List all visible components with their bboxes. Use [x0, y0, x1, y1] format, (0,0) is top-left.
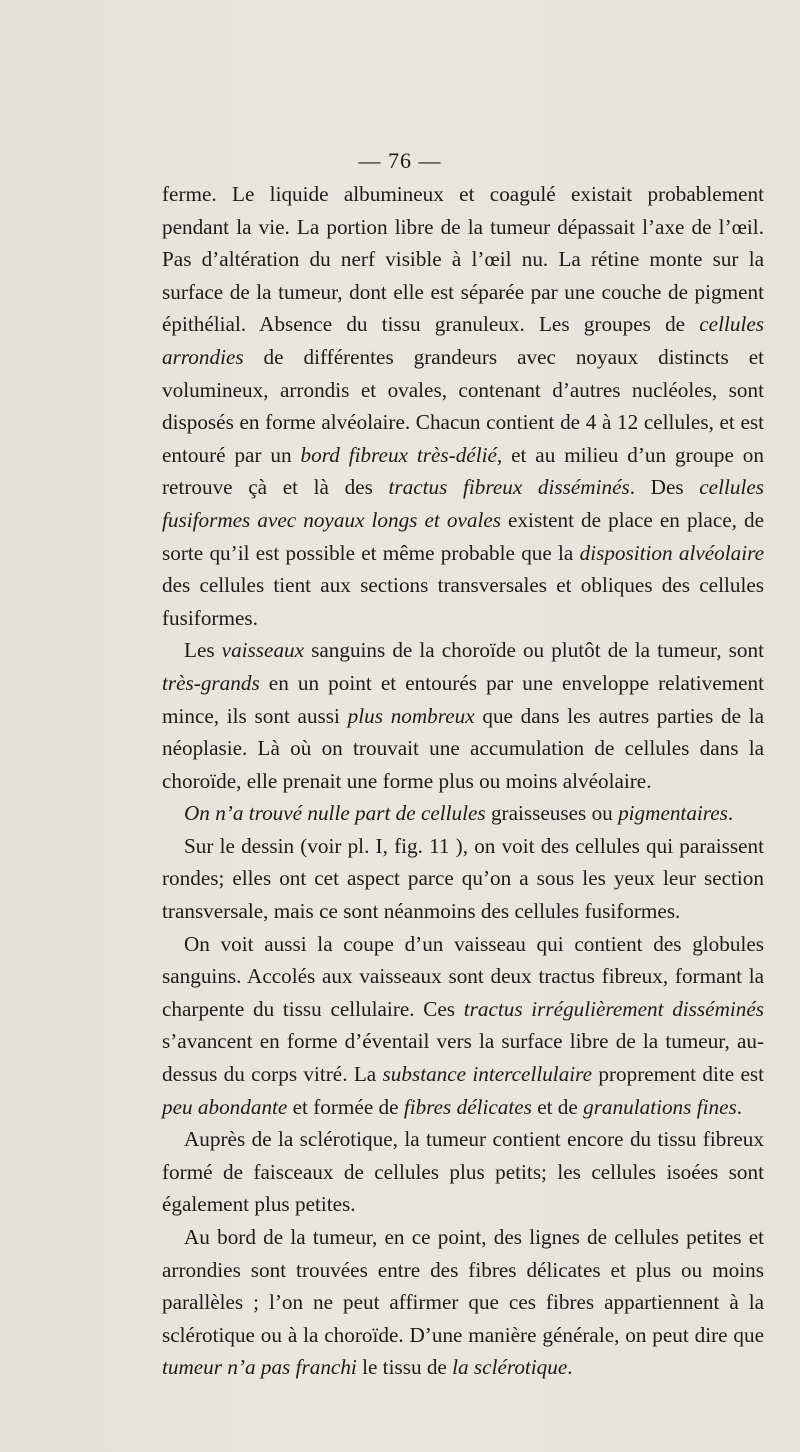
italic-text-run: cellules fusiformes avec noyaux longs et ovales: [162, 475, 764, 532]
italic-text-run: disposition alvéolaire: [579, 540, 764, 565]
italic-text-run: bord fibreux très-délié: [300, 442, 497, 467]
italic-text-run: cellules arrondies: [162, 312, 764, 369]
text-run: que dans les autres parties de la néoplasie. Là où on trouvait une accumulation de cellules dans la choroïde, elle prenait une forme plus ou moins alvéolaire.: [162, 703, 764, 793]
page-number: — 76 —: [358, 148, 442, 173]
text-run: proprement dite est: [592, 1062, 764, 1087]
italic-text-run: vaisseaux: [221, 638, 305, 663]
paragraph: [162, 1123, 764, 1221]
italic-text-run: pigmentaires: [618, 801, 728, 826]
text-run: sanguins de la choroïde ou plutôt de la tumeur, sont: [304, 638, 764, 663]
text-run: Au bord de la tumeur, en ce point, des lignes de cellules petites et arrondies sont trouvées entre des fibres délicates et plus ou moins parallèles ; l’on ne peut affirmer que ces fibres appartiennent à la sclérotique ou à la choroïde. D’une manière générale, on peut dire que: [162, 1225, 764, 1347]
paragraph: [162, 178, 764, 634]
italic-text-run: tractus fibreux disséminés: [388, 475, 630, 500]
italic-text-run: peu abondante: [162, 1094, 288, 1119]
italic-text-run: la sclérotique: [452, 1355, 568, 1380]
text-run: et de: [531, 1094, 584, 1119]
text-run: Les: [184, 638, 222, 663]
text-run: en un point et entourés par une enveloppe relativement mince, ils sont aussi: [162, 670, 764, 728]
text-run: , et au milieu d’un groupe on retrouve çà et là des: [162, 442, 764, 500]
body-text: [162, 178, 764, 1384]
paragraph: [162, 1221, 764, 1384]
italic-text-run: substance intercellulaire: [382, 1062, 593, 1087]
text-run: .: [736, 1094, 743, 1119]
paragraph: [162, 634, 764, 797]
text-run: graisseuses ou: [485, 801, 619, 826]
italic-text-run: tumeur n’a pas franchi: [162, 1355, 357, 1380]
italic-text-run: On n’a trouvé nulle part de cellules: [184, 801, 486, 826]
text-run: Sur le dessin (voir pl. I, fig. 11 ), on voit des cellules qui paraissent rondes; elles ont cet aspect parce qu’on a sous les yeux leur section transversale, mais ce sont néanmoins des cellules fusiformes.: [162, 833, 764, 924]
text-run: de différentes grandeurs avec noyaux distincts et volumineux, arrondis et ovales, contenant d’autres nucléoles, sont disposés en forme alvéolaire. Chacun contient de 4 à 12 cellules, et est entouré par un: [162, 344, 764, 467]
text-run: des cellules tient aux sections transversales et obliques des cellules fusiformes.: [162, 573, 764, 630]
text-run: existent de place en place, de sorte qu’il est possible et même probable que la: [162, 507, 765, 565]
text-run: le tissu de: [356, 1355, 453, 1380]
italic-text-run: plus nombreux: [347, 703, 475, 728]
text-run: .: [727, 801, 734, 826]
paragraph: [162, 830, 764, 928]
text-run: On voit aussi la coupe d’un vaisseau qui contient des globules sanguins. Accolés aux vaisseaux sont deux tractus fibreux, formant la charpente du tissu cellulaire. Ces: [162, 931, 764, 1021]
italic-text-run: fibres délicates: [403, 1094, 532, 1119]
paragraph: [162, 797, 764, 830]
text-run: .: [567, 1355, 573, 1380]
text-run: s’avancent en forme d’éventail vers la surface libre de la tumeur, au-dessus du corps vitré. La: [162, 1029, 764, 1087]
text-run: ferme. Le liquide albumineux et coagulé existait probablement pendant la vie. La portion libre de la tumeur dépassait l’axe de l’œil. Pas d’altération du nerf visible à l’œil nu. La rétine monte sur la surface de la tumeur, dont elle est séparée par une couche de pigment épithélial. Absence du tissu granuleux. Les groupes de: [162, 182, 764, 337]
text-run: et formée de: [287, 1094, 404, 1119]
text-run: Auprès de la sclérotique, la tumeur contient encore du tissu fibreux formé de faisceaux de cellules plus petits; les cellules isoées sont également plus petites.: [162, 1127, 764, 1217]
italic-text-run: granulations fines: [583, 1094, 737, 1119]
italic-text-run: très-grands: [162, 670, 260, 695]
text-run: . Des: [629, 475, 700, 500]
paragraph: [162, 928, 764, 1124]
italic-text-run: tractus irrégulièrement disséminés: [463, 996, 764, 1021]
